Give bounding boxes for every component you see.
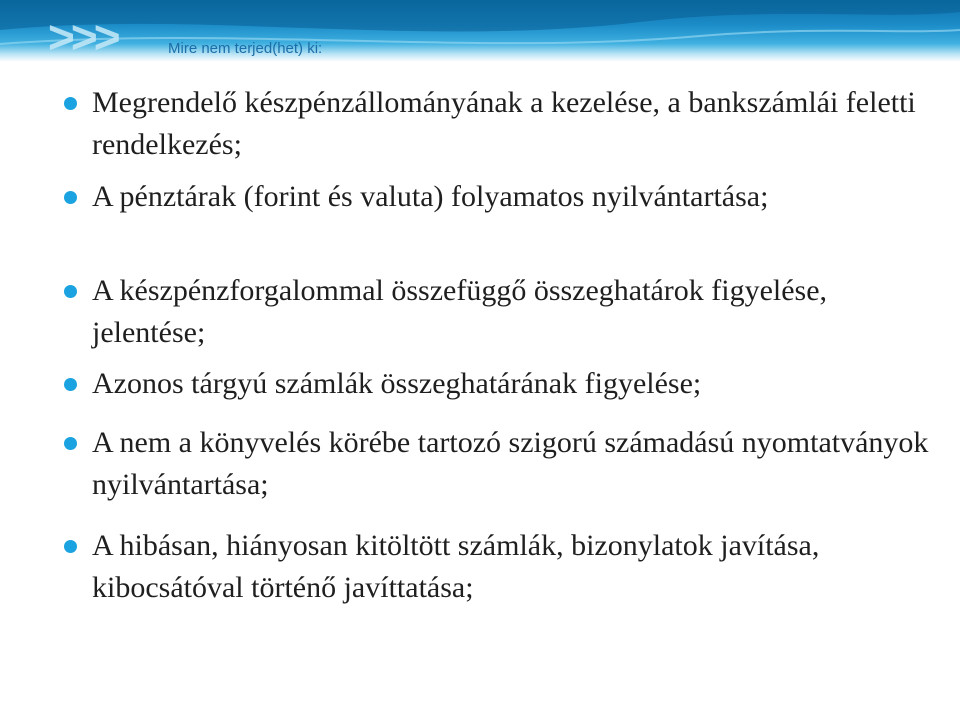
list-item: Azonos tárgyú számlák összeghatárának figyelése; [92,367,702,400]
bullet-icon [64,97,77,110]
list-item: A hibásan, hiányosan kitöltött számlák, bizonylatok javítása, kibocsátóval történő javíttatása; [92,529,820,604]
bullet-icon [64,378,77,391]
bullet-icon [64,540,77,553]
list-item: A pénztárak (forint és valuta) folyamatos nyilvántartása; [92,180,769,213]
section-label: Mire nem terjed(het) ki: [168,40,323,57]
list-item: A készpénzforgalommal összefüggő összeghatárok figyelése, jelentése; [92,274,828,349]
chevrons-icon: >>> [48,11,117,62]
bullet-icon [64,191,77,204]
bullet-icon [64,437,77,450]
list-item: Megrendelő készpénzállományának a kezelése, a bankszámlái feletti rendelkezés; [92,86,916,161]
list-item: A nem a könyvelés körébe tartozó szigorú számadású nyomtatványok nyilvántartása; [92,426,929,501]
bullet-icon [64,285,77,298]
